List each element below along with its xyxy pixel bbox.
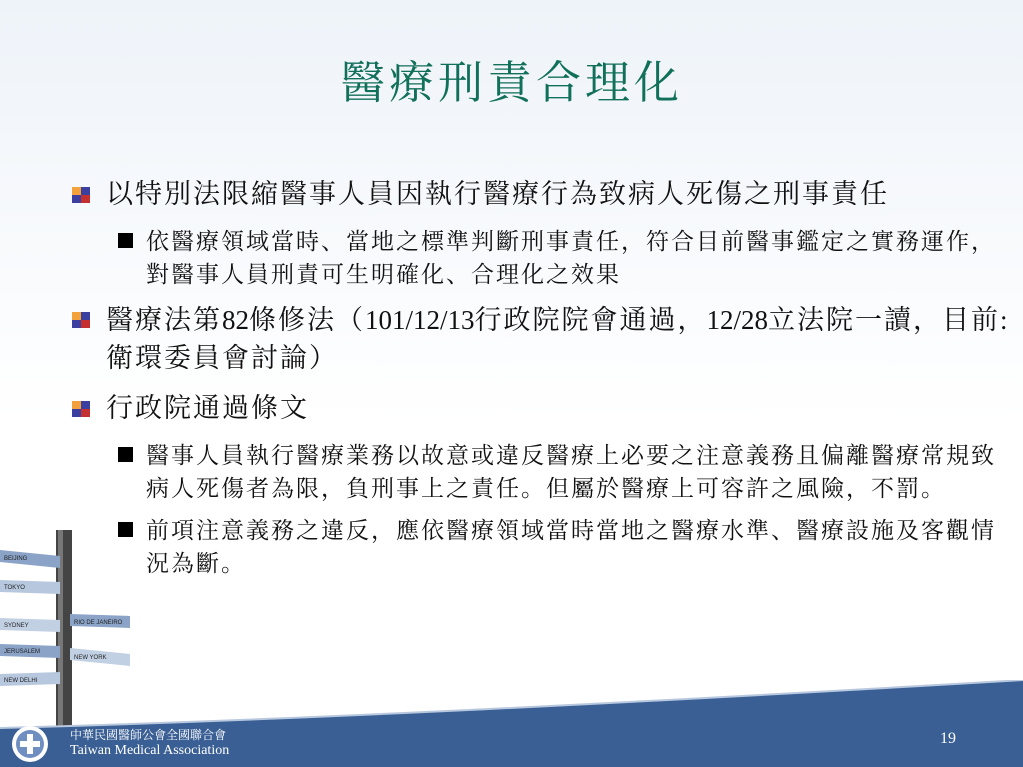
bullet-text-part: 12/28 (706, 305, 769, 335)
sign-label: SYDNEY (4, 623, 29, 629)
footer-organization (70, 727, 229, 759)
page-number: 19 (940, 730, 956, 747)
bullet-text-part: 82 (222, 305, 249, 335)
sign-label: RIO DE JANEIRO (74, 620, 123, 626)
bullet-item (70, 176, 1015, 214)
bullet-text: 前項注意義務之違反，應依醫療領域當時當地之醫療水準、醫療設施及客觀情況為斷。 (146, 518, 996, 577)
slide-content (70, 176, 1015, 590)
square-bullet-icon (118, 233, 133, 248)
bullet-marker-icon (70, 185, 92, 205)
sign-label: TOKYO (4, 585, 25, 591)
bullet-text: 醫事人員執行醫療業務以故意或違反醫療上必要之注意義務且偏離醫療常規致病人死傷者為限，負刑事上之責任。但屬於醫療上可容許之風險，不罰。 (146, 443, 996, 502)
footer-org-en: Taiwan Medical Association (70, 743, 230, 758)
sign-label: JERUSALEM (4, 649, 41, 655)
footer-org-zh: 中華民國醫師公會全國聯合會 (70, 728, 227, 742)
bullet-text-part: : (1000, 305, 1008, 335)
square-bullet-icon (118, 447, 133, 462)
association-logo-icon (10, 724, 50, 764)
bullet-text-part: 醫療法第 (106, 305, 222, 336)
sign-label: NEW DELHI (4, 678, 38, 684)
bullet-item (70, 390, 1015, 428)
square-bullet-icon (118, 522, 133, 537)
sub-bullet-item (70, 226, 1015, 292)
bullet-text-part: 101/12/13 (365, 305, 475, 335)
slide-title: 醫療刑責合理化 (339, 56, 683, 109)
bullet-text-part: 立法院一讀，目前 (768, 305, 1001, 336)
bullet-text: 以特別法限縮醫事人員因執行醫療行為致病人死傷之刑事責任 (106, 179, 889, 210)
bullet-marker-icon (70, 399, 92, 419)
bullet-marker-icon (70, 310, 92, 330)
bullet-text-part: 條修法（ (249, 305, 365, 336)
bullet-text-part: 衛環委員會討論） (106, 343, 338, 374)
bullet-text: 依醫療領域當時、當地之標準判斷刑事責任，符合目前醫事鑑定之實務運作，對醫事人員刑責可生明確化、合理化之效果 (146, 229, 996, 288)
bullet-item (70, 301, 1015, 378)
sign-label: BEIJING (4, 556, 28, 562)
sign-label: NEW YORK (74, 655, 107, 661)
sub-bullet-item (70, 515, 1015, 581)
sub-bullet-item (70, 440, 1015, 506)
bullet-text: 行政院通過條文 (106, 393, 309, 424)
bullet-text-part: 行政院院會通過， (474, 305, 707, 336)
